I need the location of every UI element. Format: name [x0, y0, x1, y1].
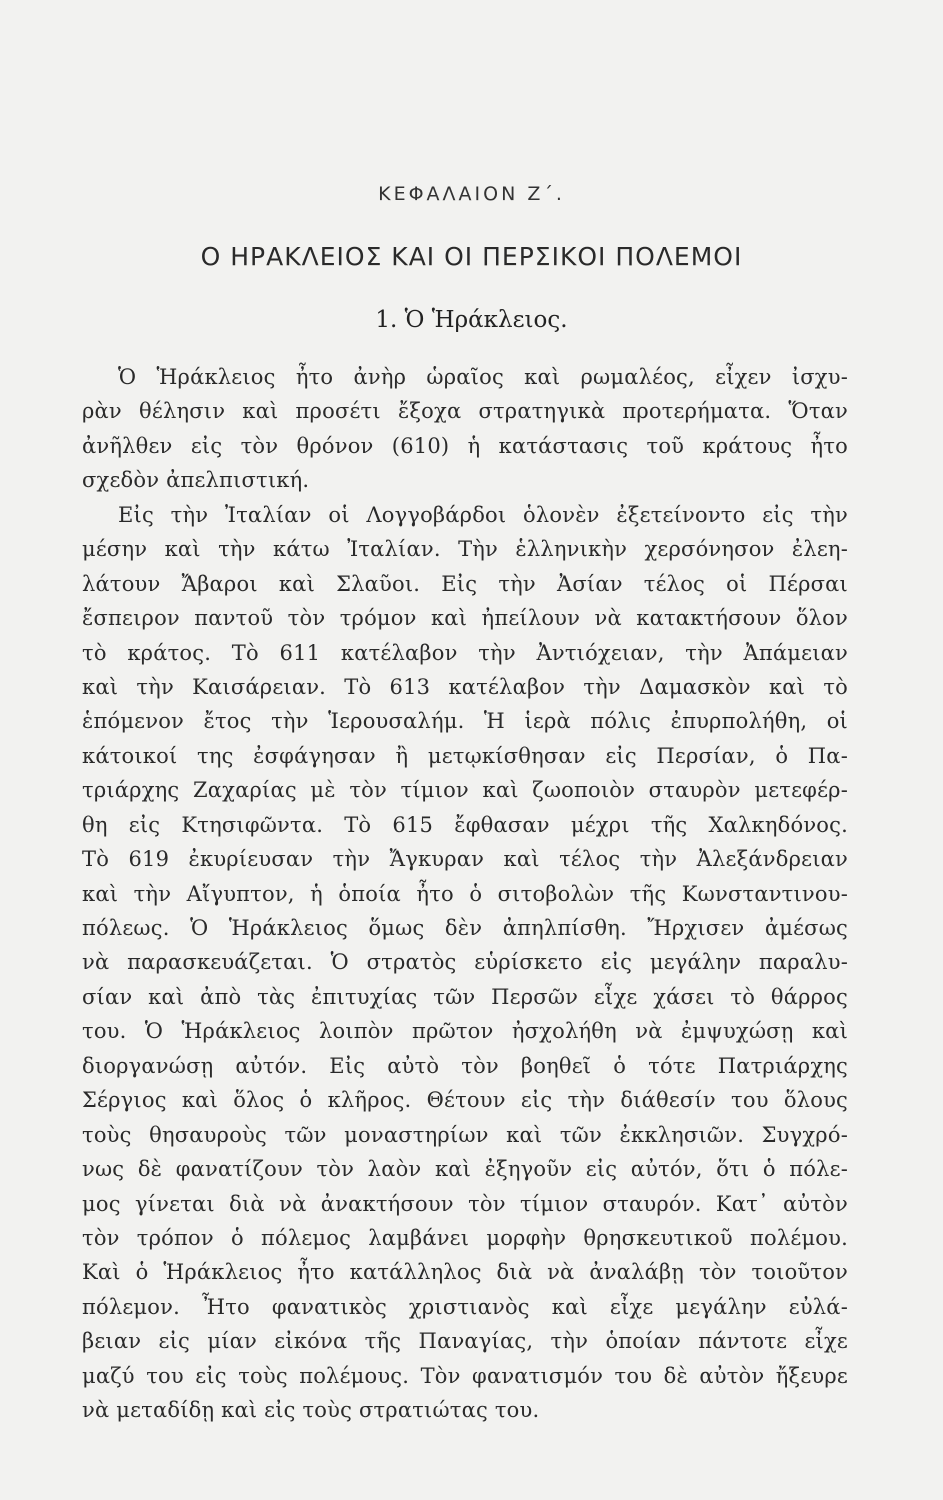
text-line: Εἰς τὴν Ἰταλίαν οἱ Λογγοβάρδοι ὁλονὲν ἐξετείνοντο εἰς τὴν: [118, 502, 848, 527]
text-line: καὶ τὴν Καισάρειαν. Τὸ 613 κατέλαβον τὴν Δαμασκὸν καὶ τὸ: [82, 674, 848, 699]
text-line: ἀνῆλθεν εἰς τὸν θρόνον (610) ἡ κατάστασις τοῦ κράτους ἦτο: [82, 433, 848, 458]
text-line: βειαν εἰς μίαν εἰκόνα τῆς Παναγίας, τὴν ὁποίαν πάντοτε εἶχε: [82, 1329, 848, 1354]
chapter-title: Ο ΗΡΑΚΛΕΙΟΣ ΚΑΙ ΟΙ ΠΕΡΣΙΚΟΙ ΠΟΛΕΜΟΙ: [200, 242, 743, 271]
text-line: τὸν τρόπον ὁ πόλεμος λαμβάνει μορφὴν θρησκευτικοῦ πολέμου.: [82, 1225, 848, 1250]
text-line: τριάρχης Ζαχαρίας μὲ τὸν τίμιον καὶ ζωοποιὸν σταυρὸν μετεφέρ-: [82, 778, 848, 803]
text-line: Καὶ ὁ Ἡράκλειος ἦτο κατάλληλος διὰ νὰ ἀναλάβῃ τὸν τοιοῦτον: [82, 1260, 848, 1285]
chapter-label: ΚΕΦΑΛΑΙΟΝ Ζ΄.: [378, 183, 565, 205]
text-line: λάτουν Ἄβαροι καὶ Σλαῦοι. Εἰς τὴν Ἀσίαν τέλος οἱ Πέρσαι: [82, 571, 848, 596]
section-heading: 1. Ὁ Ἡράκλειος.: [375, 307, 568, 333]
text-line: μέσην καὶ τὴν κάτω Ἰταλίαν. Τὴν ἑλληνικὴν χερσόνησον ἐλεη-: [82, 537, 848, 562]
text-line: θη εἰς Κτησιφῶντα. Τὸ 615 ἔφθασαν μέχρι τῆς Χαλκηδόνος.: [82, 812, 848, 837]
text-line: κάτοικοί της ἐσφάγησαν ἢ μετῳκίσθησαν εἰς Περσίαν, ὁ Πα-: [82, 743, 848, 768]
text-line: ρὰν θέλησιν καὶ προσέτι ἔξοχα στρατηγικὰ προτερήματα. Ὅταν: [82, 399, 848, 424]
text-line: σίαν καὶ ἀπὸ τὰς ἐπιτυχίας τῶν Περσῶν εἶχε χάσει τὸ θάρρος: [82, 984, 848, 1009]
text-line: Τὸ 619 ἐκυρίευσαν τὴν Ἄγκυραν καὶ τέλος τὴν Ἀλεξάνδρειαν: [82, 847, 848, 872]
text-line: καὶ τὴν Αἴγυπτον, ἡ ὁποία ἦτο ὁ σιτοβολὼν τῆς Κωνσταντινου-: [82, 881, 848, 906]
text-line: ἔσπειρον παντοῦ τὸν τρόμον καὶ ἠπείλουν νὰ κατακτήσουν ὅλον: [82, 606, 848, 631]
text-line: ἑπόμενον ἔτος τὴν Ἱερουσαλήμ. Ἡ ἱερὰ πόλις ἐπυρπολήθη, οἱ: [82, 709, 848, 734]
text-line: τὸ κράτος. Τὸ 611 κατέλαβον τὴν Ἀντιόχειαν, τὴν Ἀπάμειαν: [82, 640, 848, 665]
text-line: πόλεμον. Ἦτο φανατικὸς χριστιανὸς καὶ εἶχε μεγάλην εὐλά-: [82, 1294, 848, 1319]
text-line: Ὁ Ἡράκλειος ἦτο ἀνὴρ ὡραῖος καὶ ρωμαλέος, εἶχεν ἰσχυ-: [118, 365, 848, 389]
text-line: νως δὲ φανατίζουν τὸν λαὸν καὶ ἐξηγοῦν εἰς αὐτόν, ὅτι ὁ πόλε-: [82, 1157, 848, 1182]
text-line: νὰ παρασκευάζεται. Ὁ στρατὸς εὑρίσκετο εἰς μεγάλην παραλυ-: [82, 950, 848, 975]
text-line: νὰ μεταδίδῃ καὶ εἰς τοὺς στρατιώτας του.: [82, 1398, 540, 1423]
text-line: διοργανώσῃ αὐτόν. Εἰς αὐτὸ τὸν βοηθεῖ ὁ τότε Πατριάρχης: [82, 1053, 848, 1078]
text-line: μαζύ του εἰς τοὺς πολέμους. Τὸν φανατισμόν του δὲ αὐτὸν ἤξευρε: [82, 1363, 848, 1388]
text-line: Σέργιος καὶ ὅλος ὁ κλῆρος. Θέτουν εἰς τὴν διάθεσίν του ὅλους: [82, 1088, 848, 1113]
body-text: [82, 360, 848, 1428]
text-line: τοὺς θησαυροὺς τῶν μοναστηρίων καὶ τῶν ἐκκλησιῶν. Συγχρό-: [82, 1122, 848, 1147]
text-line: σχεδὸν ἀπελπιστική.: [82, 468, 310, 493]
text-line: μος γίνεται διὰ νὰ ἀνακτήσουν τὸν τίμιον σταυρόν. Κατ᾿ αὐτὸν: [82, 1191, 848, 1216]
text-line: του. Ὁ Ἡράκλειος λοιπὸν πρῶτον ἠσχολήθη νὰ ἐμψυχώσῃ καὶ: [82, 1019, 848, 1044]
text-line: πόλεως. Ὁ Ἡράκλειος ὅμως δὲν ἀπηλπίσθη. Ἤρχισεν ἀμέσως: [82, 916, 848, 940]
